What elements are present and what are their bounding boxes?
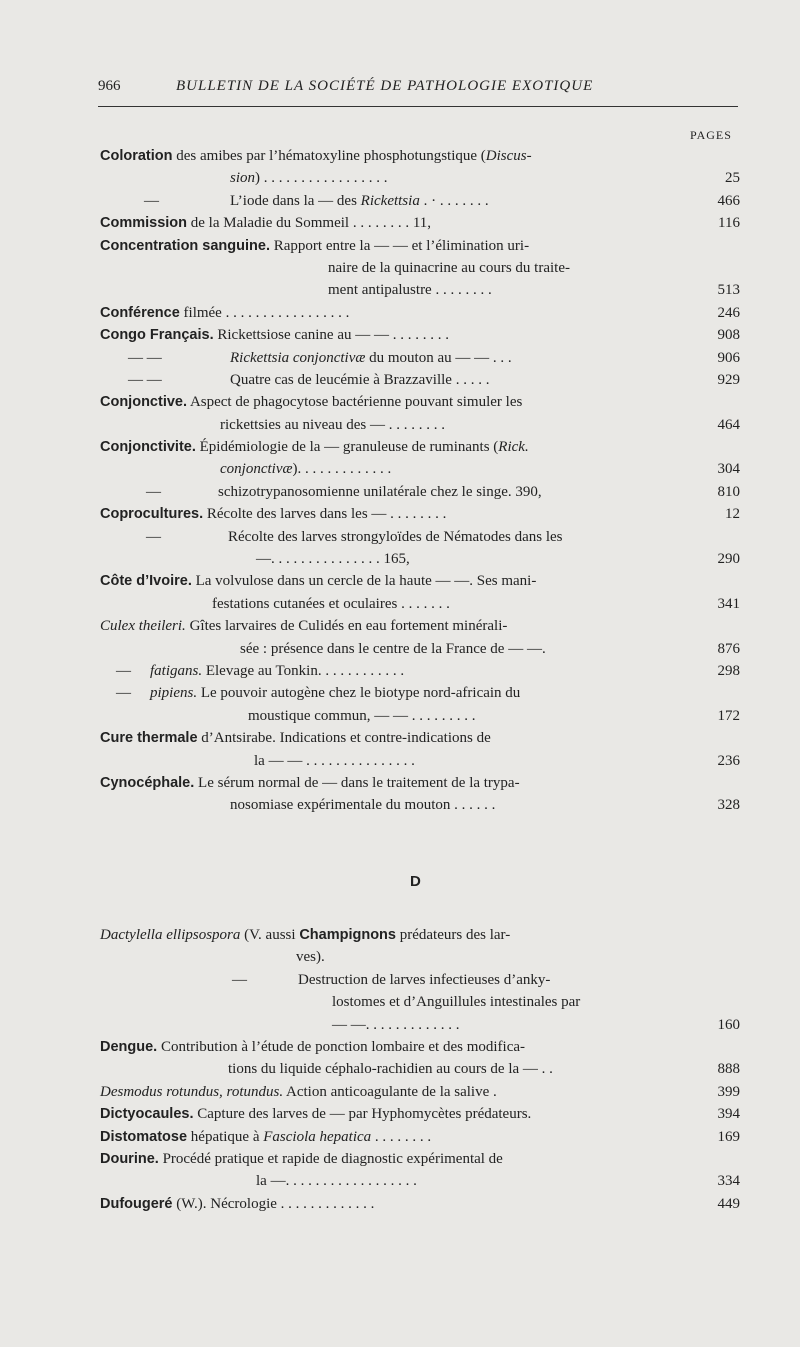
- page-ref: 341: [717, 595, 740, 612]
- index-entry: Conférence filmée . . . . . . . . . . . . . . . . . 246: [100, 302, 740, 324]
- entry-heading: Dourine.: [100, 1150, 159, 1167]
- entry-heading: Distomatose: [100, 1128, 188, 1145]
- page-ref: 449: [717, 1195, 740, 1212]
- page-ref: 246: [717, 304, 740, 321]
- index-entry: Conjonctive. Aspect de phagocytose bactérienne pouvant simuler les rickettsies au niveau des — . . . . . . . . 464: [100, 391, 740, 436]
- index-entry: Culex theileri. Gîtes larvaires de Culidés en eau fortement minérali- sée : présence dans le centre de la France de — —. 876: [100, 615, 740, 660]
- page-number: 966: [98, 78, 121, 94]
- index-entry: Commission de la Maladie du Sommeil . . . . . . . . 11, 116: [100, 212, 740, 234]
- entry-heading: Conjonctivite.: [100, 439, 196, 456]
- index-entries-c: [100, 145, 740, 817]
- page-ref: 908: [717, 327, 740, 344]
- entry-heading: Conjonctive.: [100, 394, 188, 411]
- page-ref: 929: [717, 371, 740, 388]
- index-entry: Cynocéphale. Le sérum normal de — dans le traitement de la trypa- nosomiase expérimentale du mouton . . . . . . 328: [100, 772, 740, 817]
- page-ref: 906: [717, 349, 740, 366]
- entry-heading: Dufougeré: [100, 1195, 173, 1212]
- page-ref: 172: [717, 707, 740, 724]
- index-entry: Dengue. Contribution à l’étude de ponction lombaire et des modifica- tions du liquide céphalo-rachidien au cours de la — . . 888: [100, 1036, 740, 1081]
- pages-label: PAGES: [690, 128, 732, 142]
- page-ref: 399: [717, 1083, 740, 1100]
- page-ref: 298: [717, 662, 740, 679]
- index-entry: Conjonctivite. Épidémiologie de la — granuleuse de ruminants (Rick. conjonctivæ). . . . . . . . . . . . . 304: [100, 436, 740, 481]
- page-ref: 810: [717, 483, 740, 500]
- index-entry: Coloration des amibes par l’hématoxyline phosphotungstique (Discus- sion) . . . . . . . . . . . . . . . . . 25: [100, 145, 740, 190]
- index-entry: Concentration sanguine. Rapport entre la — — et l’élimination uri- naire de la quinacrine au cours du traite- ment antipalustre . . . . . . . . 513: [100, 235, 740, 302]
- page-ref: 888: [717, 1061, 740, 1078]
- page-ref: 236: [717, 752, 740, 769]
- entry-heading: Culex theileri.: [100, 618, 186, 635]
- entry-heading: Concentration sanguine.: [100, 237, 270, 254]
- page-ref: 25: [725, 170, 740, 187]
- entry-heading: Côte d’Ivoire.: [100, 573, 192, 590]
- index-entry: — Récolte des larves strongyloïdes de Nématodes dans les —. . . . . . . . . . . . . . . 165, 290: [100, 526, 740, 571]
- page-ref: 334: [717, 1173, 740, 1190]
- entry-heading: Cure thermale: [100, 730, 198, 747]
- index-entry: — schizotrypanosomienne unilatérale chez le singe. 390, 810: [100, 481, 740, 503]
- index-entry: — — Quatre cas de leucémie à Brazzaville . . . . . 929: [100, 369, 740, 391]
- index-entries-d: [100, 924, 740, 1215]
- entry-heading: Coprocultures.: [100, 506, 204, 523]
- entry-heading: Desmodus rotundus, rotundus.: [100, 1083, 284, 1100]
- index-entry: Dactylella ellipsospora (V. aussi Champignons prédateurs des lar- ves).: [100, 927, 511, 966]
- page-ref: 328: [717, 797, 740, 814]
- index-entry: Distomatose hépatique à Fasciola hepatica . . . . . . . . 169: [100, 1126, 740, 1148]
- page-ref: 12: [725, 506, 740, 523]
- index-entry: Côte d’Ivoire. La volvulose dans un cercle de la haute — —. Ses mani- festations cutanées et oculaires . . . . . . . 341: [100, 570, 740, 615]
- index-entry: Desmodus rotundus, rotundus. Action anticoagulante de la salive . 399: [100, 1081, 740, 1103]
- header-rule: [98, 106, 738, 107]
- page-ref: 513: [717, 282, 740, 299]
- page-ref: 116: [718, 215, 740, 232]
- page-ref: 290: [717, 551, 740, 568]
- section-letter: D: [410, 873, 421, 890]
- index-entry: Dictyocaules. Capture des larves de — par Hyphomycètes prédateurs. 394: [100, 1103, 740, 1125]
- entry-heading: Dictyocaules.: [100, 1106, 194, 1123]
- entry-heading: Dactylella ellipsospora: [100, 927, 241, 943]
- page-header: [98, 78, 738, 104]
- page-ref: 304: [717, 461, 740, 478]
- index-entry: — Destruction de larves infectieuses d’anky- lostomes et d’Anguillules intestinales par — —. . . . . . . . . . . . . 160: [100, 969, 740, 1036]
- index-entry: Cure thermale d’Antsirabe. Indications et contre-indications de la — — . . . . . . . . . . . . . . . 236: [100, 727, 740, 772]
- index-entry: Dourine. Procédé pratique et rapide de diagnostic expérimental de la —. . . . . . . . . . . . . . . . . . 334: [100, 1148, 740, 1193]
- index-entry: Congo Français. Rickettsiose canine au — — . . . . . . . . 908: [100, 324, 740, 346]
- page-ref: 160: [717, 1016, 740, 1033]
- entry-heading: Coloration: [100, 148, 173, 164]
- page-ref: 464: [717, 416, 740, 433]
- index-entry: — fatigans. Elevage au Tonkin. . . . . . . . . . . . 298: [100, 660, 740, 682]
- page-ref: 169: [717, 1128, 740, 1145]
- index-entry: — pipiens. Le pouvoir autogène chez le biotype nord-africain du moustique commun, — — . . . . . . . . . 172: [100, 682, 740, 727]
- page-ref: 394: [717, 1106, 740, 1123]
- index-entry: — — Rickettsia conjonctivæ du mouton au — — . . . 906: [100, 347, 740, 369]
- entry-heading: Conférence: [100, 304, 180, 321]
- page-ref: 876: [717, 640, 740, 657]
- index-entry: Dufougeré (W.). Nécrologie . . . . . . . . . . . . . 449: [100, 1193, 740, 1215]
- page-ref: 466: [717, 192, 740, 209]
- entry-heading: Dengue.: [100, 1038, 158, 1055]
- entry-heading: Commission: [100, 215, 188, 232]
- index-entry: — L’iode dans la — des Rickettsia . · . . . . . . . 466: [100, 190, 740, 212]
- entry-heading: Cynocéphale.: [100, 774, 195, 791]
- running-title: BULLETIN DE LA SOCIÉTÉ DE PATHOLOGIE EXOTIQUE: [176, 78, 594, 94]
- index-entry: Coprocultures. Récolte des larves dans les — . . . . . . . . 12: [100, 503, 740, 525]
- entry-heading: Congo Français.: [100, 327, 214, 344]
